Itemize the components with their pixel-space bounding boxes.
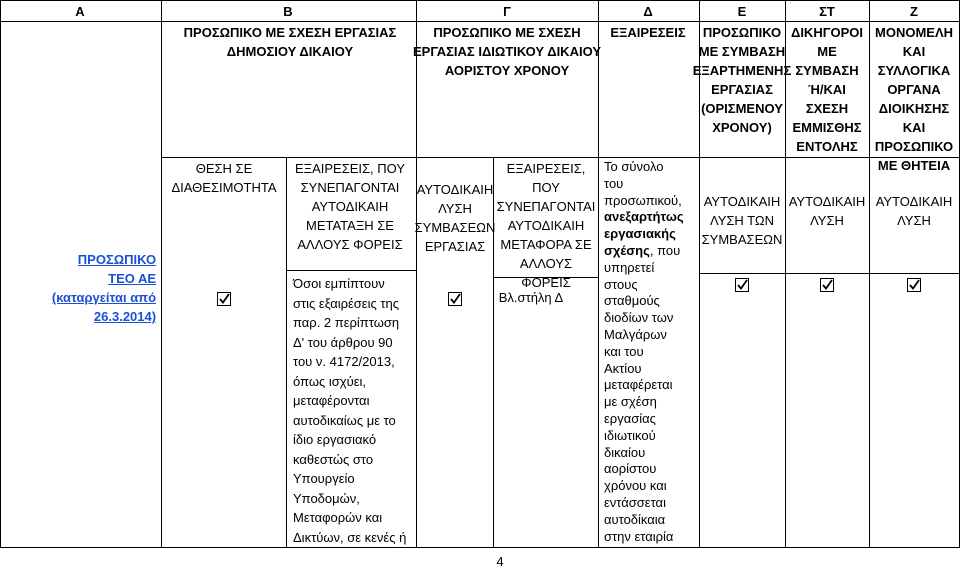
exceptions-line-text: σταθμούς: [604, 293, 660, 309]
exceptions-line-text: και του: [604, 343, 644, 359]
page-number: 4: [496, 554, 504, 569]
exceptions-line: [604, 411, 684, 428]
column-letter-b: Β: [283, 4, 293, 19]
cell-contract-termination-e: ΑΥΤΟΔΙΚΑΙΗ ΛΥΣΗ ΤΩΝ ΣΥΜΒΑΣΕΩΝ: [701, 194, 783, 247]
col-border-left: [0, 0, 1, 548]
exceptions-line: [604, 394, 684, 411]
exceptions-line-text: ανεξαρτήτως: [604, 209, 684, 225]
exceptions-line: [604, 495, 684, 512]
cell-transfer-exceptions: ΕΞΑΙΡΕΣΕΙΣ, ΠΟΥ ΣΥΝΕΠΑΓΟΝΤΑΙ ΑΥΤΟΔΙΚΑΙΗ ΜΕΤΑΤΑΞΗ ΣΕ ΑΛΛΟΥΣ ΦΟΡΕΙΣ: [294, 161, 406, 252]
exceptions-line-text: στους: [604, 276, 638, 292]
exceptions-line: [604, 209, 684, 226]
checkbox-b1-checked-icon: [217, 292, 231, 306]
exceptions-line: [604, 512, 684, 529]
exceptions-line-text: χρόνου και: [604, 478, 667, 494]
exceptions-line-text: σχέσης: [604, 242, 650, 258]
exceptions-line-text: Το σύνολο: [604, 159, 664, 174]
cell-termination-z: ΑΥΤΟΔΙΚΑΙΗ ΛΥΣΗ: [875, 194, 953, 228]
exceptions-line-text: προσωπικού,: [604, 192, 682, 208]
table-border-bottom: [0, 547, 960, 548]
header-lawyers: ΔΙΚΗΓΟΡΟΙ ΜΕ ΣΥΜΒΑΣΗ Ή/ΚΑΙ ΣΧΕΣΗ ΕΜΜΙΣΘΗΣ ΕΝΤΟΛΗΣ: [790, 25, 864, 154]
column-letter-z: Ζ: [910, 4, 918, 19]
sub-row-divider-b2: [286, 270, 416, 271]
checkbox-z-checked-icon: [907, 278, 921, 292]
exceptions-line: [604, 344, 684, 361]
cell-relocation-exceptions: ΕΞΑΙΡΕΣΕΙΣ, ΠΟΥ ΣΥΝΕΠΑΓΟΝΤΑΙ ΑΥΤΟΔΙΚΑΙΗ ΜΕΤΑΦΟΡΑ ΣΕ ΑΛΛΟΥΣ ΦΟΡΕΙΣ: [496, 161, 596, 290]
exceptions-line: [604, 277, 684, 294]
exceptions-line-text: δικαίου: [604, 444, 646, 460]
exceptions-line-rest: , που: [649, 242, 681, 258]
cell-termination-st: ΑΥΤΟΔΙΚΑΙΗ ΛΥΣΗ: [788, 194, 866, 228]
col-divider-st-z: [869, 0, 870, 548]
column-letter-st: ΣΤ: [819, 4, 835, 19]
checkbox-e-checked-icon: [735, 278, 749, 292]
header-public-law-staff: ΠΡΟΣΩΠΙΚΟ ΜΕ ΣΧΕΣΗ ΕΡΓΑΣΙΑΣ ΔΗΜΟΣΙΟΥ ΔΙΚΑΙΟΥ: [183, 25, 397, 59]
exceptions-line-text: αυτοδίκαια: [604, 511, 666, 527]
exceptions-line: [604, 529, 684, 546]
exceptions-line-text: εργασίας: [604, 410, 656, 426]
col-divider-b1-b2: [286, 157, 287, 548]
sub-row-divider-e-z: [699, 273, 960, 274]
cell-availability: ΘΕΣΗ ΣΕ ΔΙΑΘΕΣΙΜΟΤΗΤΑ: [171, 161, 277, 195]
exceptions-line: [604, 193, 684, 210]
exceptions-line: [604, 176, 684, 193]
header-fixed-term-staff: ΠΡΟΣΩΠΙΚΟ ΜΕ ΣΥΜΒΑΣΗ ΕΞΑΡΤΗΜΕΝΗΣ ΕΡΓΑΣΙΑΣ (ΟΡΙΣΜΕΝΟΥ ΧΡΟΝΟΥ): [692, 25, 792, 135]
header-private-law-staff: ΠΡΟΣΩΠΙΚΟ ΜΕ ΣΧΕΣΗ ΕΡΓΑΣΙΑΣ ΙΔΙΩΤΙΚΟΥ ΔΙΚΑΙΟΥ ΑΟΡΙΣΤΟΥ ΧΡΟΝΟΥ: [413, 25, 601, 78]
col-divider-b-g: [416, 0, 417, 548]
exceptions-line-text: του: [604, 175, 624, 191]
exceptions-line: [604, 361, 684, 378]
exceptions-line-text: Μαλγάρων: [604, 326, 667, 342]
letter-row-divider: [0, 21, 960, 22]
exceptions-line-text: με σχέση: [604, 394, 657, 410]
exceptions-line: [604, 478, 684, 495]
exceptions-line: [604, 159, 684, 176]
exceptions-line: [604, 445, 684, 462]
exceptions-line-text: Ακτίου: [604, 360, 642, 376]
exceptions-line-text: διοδίων των: [604, 310, 674, 326]
column-letter-a: Α: [75, 4, 85, 19]
exceptions-line: [604, 461, 684, 478]
cell-contract-termination: ΑΥΤΟΔΙΚΑΙΗ ΛΥΣΗ ΣΥΜΒΑΣΕΩΝ ΕΡΓΑΣΙΑΣ: [414, 182, 496, 254]
exceptions-line: [604, 226, 684, 243]
cell-exceptions-description: [604, 159, 684, 545]
column-letter-g: Γ: [503, 4, 511, 19]
exceptions-line-text: μεταφέρεται: [604, 377, 673, 393]
exceptions-line-text: υπηρετεί: [604, 259, 655, 275]
exceptions-line-text: εντάσσεται: [604, 494, 666, 510]
col-divider-a-b: [161, 0, 162, 548]
exceptions-line: [604, 310, 684, 327]
header-exceptions: ΕΞΑΙΡΕΣΕΙΣ: [610, 25, 686, 40]
exceptions-line-text: στην εταιρία: [604, 528, 674, 544]
checkbox-g1-checked-icon: [448, 292, 462, 306]
cell-see-column-d: Βλ.στήλη Δ: [498, 290, 564, 305]
exceptions-line: [604, 243, 684, 260]
col-divider-g-d: [598, 0, 599, 548]
column-letter-d: Δ: [643, 4, 653, 19]
exceptions-line-text: ιδιωτικού: [604, 427, 656, 443]
table-border-top: [0, 0, 960, 1]
column-letter-e: Ε: [737, 4, 747, 19]
row-label-teo-ae[interactable]: ΠΡΟΣΩΠΙΚΟ ΤΕΟ ΑΕ (καταργείται από 26.3.2014): [51, 252, 157, 324]
exceptions-line: [604, 377, 684, 394]
cell-transfer-details: Όσοι εμπίπτουν στις εξαιρέσεις της παρ. 2 περίπτωση Δ' του άρθρου 90 του ν. 4172/2013, όπως ισχύει, μεταφέρονται αυτοδικαίως με το ίδιο εργασιακό καθεστώς στο Υπουργείο Υποδομών, Μεταφορών και Δικτύων, σε κενές ή: [293, 276, 407, 545]
exceptions-line: [604, 293, 684, 310]
exceptions-line-text: εργασιακής: [604, 226, 676, 242]
exceptions-line-text: αορίστου: [604, 461, 657, 477]
exceptions-line: [604, 428, 684, 445]
header-row-divider: [161, 157, 960, 158]
header-governing-bodies: ΜΟΝΟΜΕΛΗ ΚΑΙ ΣΥΛΛΟΓΙΚΑ ΟΡΓΑΝΑ ΔΙΟΙΚΗΣΗΣ ΚΑΙ ΠΡΟΣΩΠΙΚΟ ΜΕ ΘΗΤΕΙΑ: [874, 25, 954, 173]
exceptions-line: [604, 327, 684, 344]
checkbox-st-checked-icon: [820, 278, 834, 292]
exceptions-line: [604, 260, 684, 277]
